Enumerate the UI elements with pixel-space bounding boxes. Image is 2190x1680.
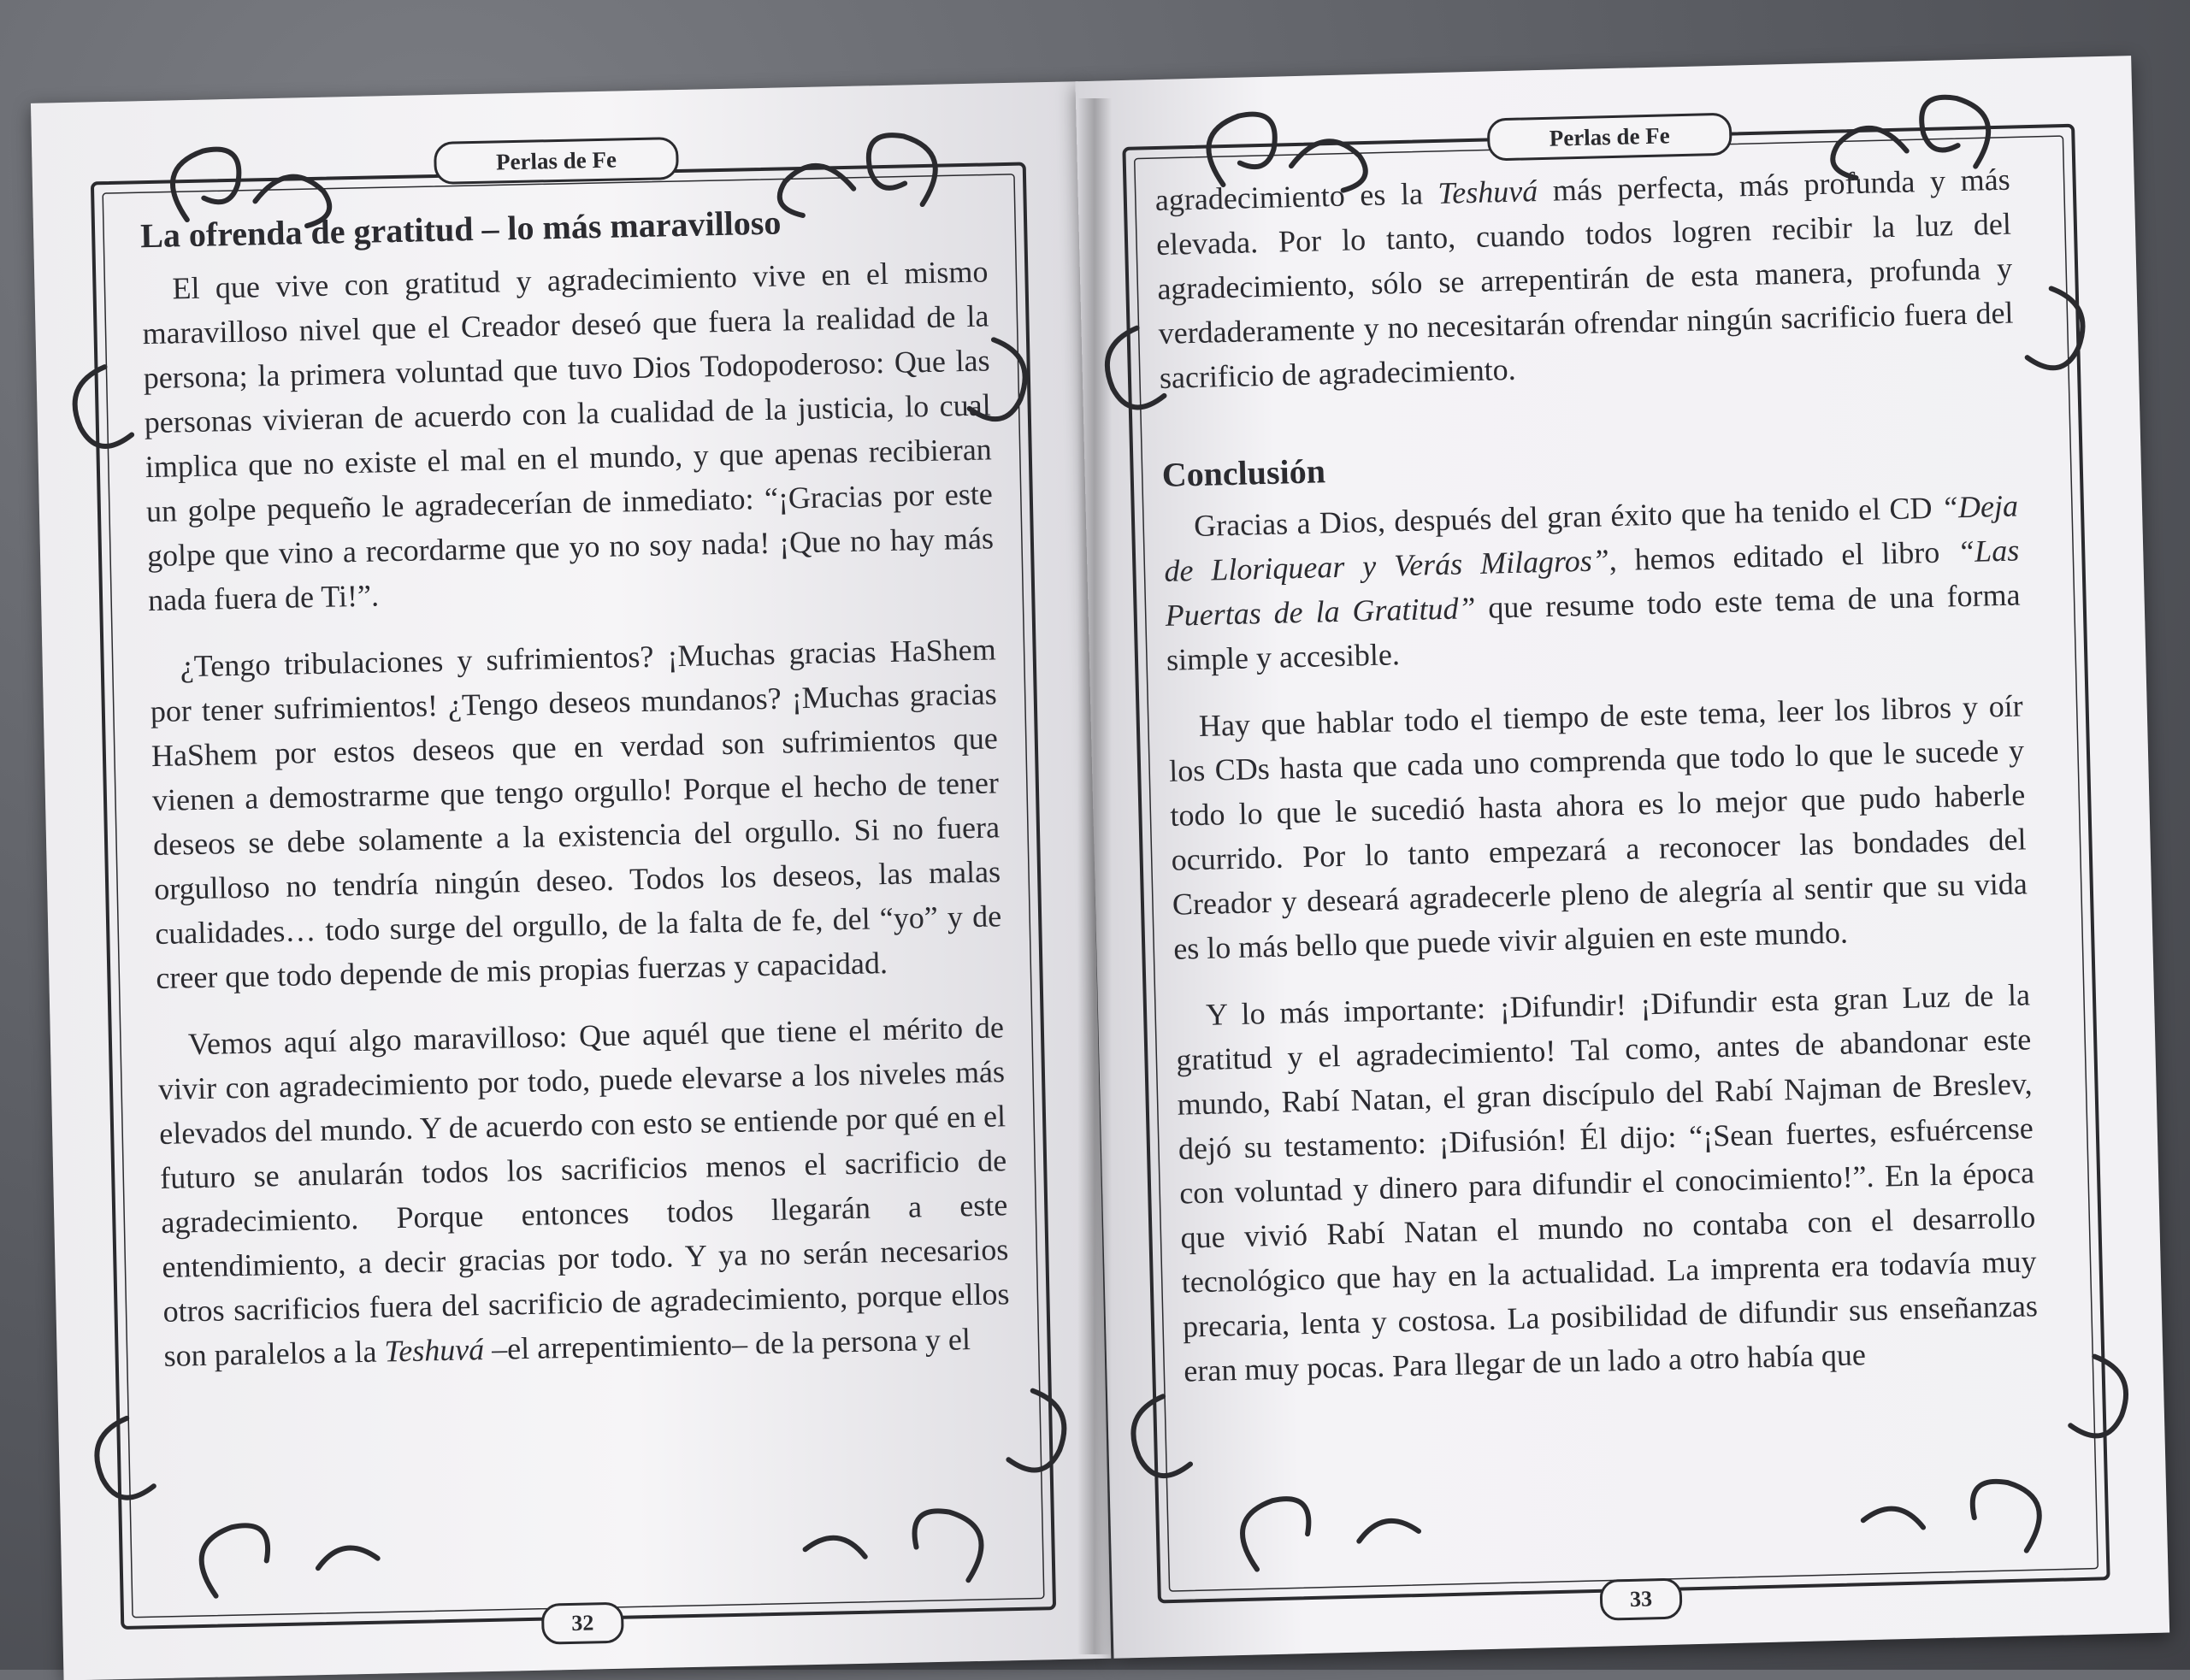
paragraph-text: más perfecta, más profunda y más elevada. Por lo tanto, cuando todos logren recibir la luz del agradecimiento, sólo se arrepentirán de esta manera, profunda y verdaderamente y no necesitarán ofrendar ningún sacrificio fuera del sacrificio de agradecimiento. bbox=[1155, 162, 2014, 395]
paragraph-text: Gracias a Dios, después del gran éxito que ha tenido el CD bbox=[1193, 490, 1942, 544]
paragraph-text: que resume todo este tema de una forma simple y accesible. bbox=[1166, 577, 2021, 677]
running-title: Perlas de Fe bbox=[434, 137, 679, 185]
paragraph-text: , hemos editado el libro bbox=[1609, 534, 1958, 578]
italic-term: Teshuvá bbox=[1437, 174, 1538, 210]
paragraph bbox=[156, 1005, 1010, 1378]
paragraph-text: –el arrepentimiento– de la persona y el bbox=[483, 1322, 971, 1367]
running-title: Perlas de Fe bbox=[1487, 113, 1733, 162]
paragraph: Y lo más importante: ¡Difundir! ¡Difundir esta gran Luz de la gratitud y el agradecimiento! Tal como, antes de abandonar este mundo, Rabí Natan, el gran discípulo del Rabí Najman de Breslev, dejó su testamento: ¡Difusión! Él dijo: “¡Sean fuertes, esfuércense con voluntad y dinero para difundir el conocimiento!”. En la época que vivió Rabí Natan el mundo no contaba con el desarrollo tecnológico que hay en la actualidad. La imprenta era todavía muy precaria, lenta y costosa. La posibilidad de difundir sus enseñanzas eran muy pocas. Para llegar de un lado a otro había que bbox=[1175, 977, 2039, 1388]
conclusion-heading: Conclusión bbox=[1161, 451, 1326, 494]
left-page bbox=[31, 81, 1111, 1680]
paragraph-text: agradecimiento es la bbox=[1154, 175, 1439, 218]
left-page-text bbox=[140, 194, 1012, 1400]
open-book bbox=[47, 81, 2151, 1659]
paragraph bbox=[1163, 483, 2022, 681]
page-number: 33 bbox=[1599, 1577, 1682, 1620]
right-page-text bbox=[1154, 157, 2039, 1416]
paragraph-text: Vemos aquí algo maravilloso: Que aquél que tiene el mérito de vivir con agradecimiento por todo, puede elevarse a los niveles más elevados del mundo. Y de acuerdo con esto se entiende por qué en el futuro se anularán todos los sacrificios menos el sacrificio de agradecimiento. Porque entonces todos llegarán a este entendimiento, a decir gracias por todo. Y ya no serán necesarios otros sacrificios fuera del sacrificio de agradecimiento, porque ellos son paralelos a la bbox=[157, 1010, 1010, 1373]
book-title: “Las Puertas de la Gratitud” bbox=[1165, 533, 2020, 633]
paragraph bbox=[1154, 157, 2015, 400]
paragraph: ¿Tengo tribulaciones y sufrimientos? ¡Muchas gracias HaShem por tener sufrimientos! ¿Tengo deseos mundanos? ¡Muchas gracias HaShem por estos deseos que en verdad son sufrimientos que vienen a demostrarme que tengo orgullo! Porque el hecho de tener deseos se debe solamente a la existencia del orgullo. Si no fuera orgulloso no tendría ningún deseo. Todos los deseos, las malas cualidades… todo surge del orgullo, de la falta de fe, del “yo” y de creer que todo depende de mis propias fuerzas y capacidad. bbox=[150, 632, 1002, 996]
paragraph: El que vive con gratitud y agradecimiento vive en el mismo maravilloso nivel que el Creador deseó que fuera la realidad de la persona; la primera voluntad que tuvo Dios Todopoderoso: Que las personas vivieran de acuerdo con la cualidad de la justicia, lo cual implica que no existe el mal en el mundo, y que apenas recibieran un golpe pequeño le agradecerían de inmediato: “¡Gracias por este golpe que vino a recordarme que yo no soy nada! ¡Que no hay más nada fuera de Ti!”. bbox=[142, 254, 995, 618]
section-heading: La ofrenda de gratitud – lo más maravilloso bbox=[139, 203, 782, 256]
italic-term: Teshuvá bbox=[384, 1332, 485, 1369]
cd-title: “Deja de Lloriquear y Verás Milagros” bbox=[1163, 488, 2019, 588]
book-spine bbox=[1077, 98, 1112, 1654]
paragraph: Hay que hablar todo el tiempo de este tema, leer los libros y oír los CDs hasta que cada uno comprenda que todo lo que le sucede y todo lo que le sucedió hasta ahora es lo mejor que pudo haberle ocurrido. Por lo tanto empezará a reconocer las bondades del Creador y deseará agradecerle pleno de alegría al sentir que su vida es lo más bello que puede vivir alguien en este mundo. bbox=[1168, 688, 2028, 966]
page-number: 32 bbox=[541, 1602, 624, 1645]
right-page bbox=[1075, 56, 2169, 1659]
